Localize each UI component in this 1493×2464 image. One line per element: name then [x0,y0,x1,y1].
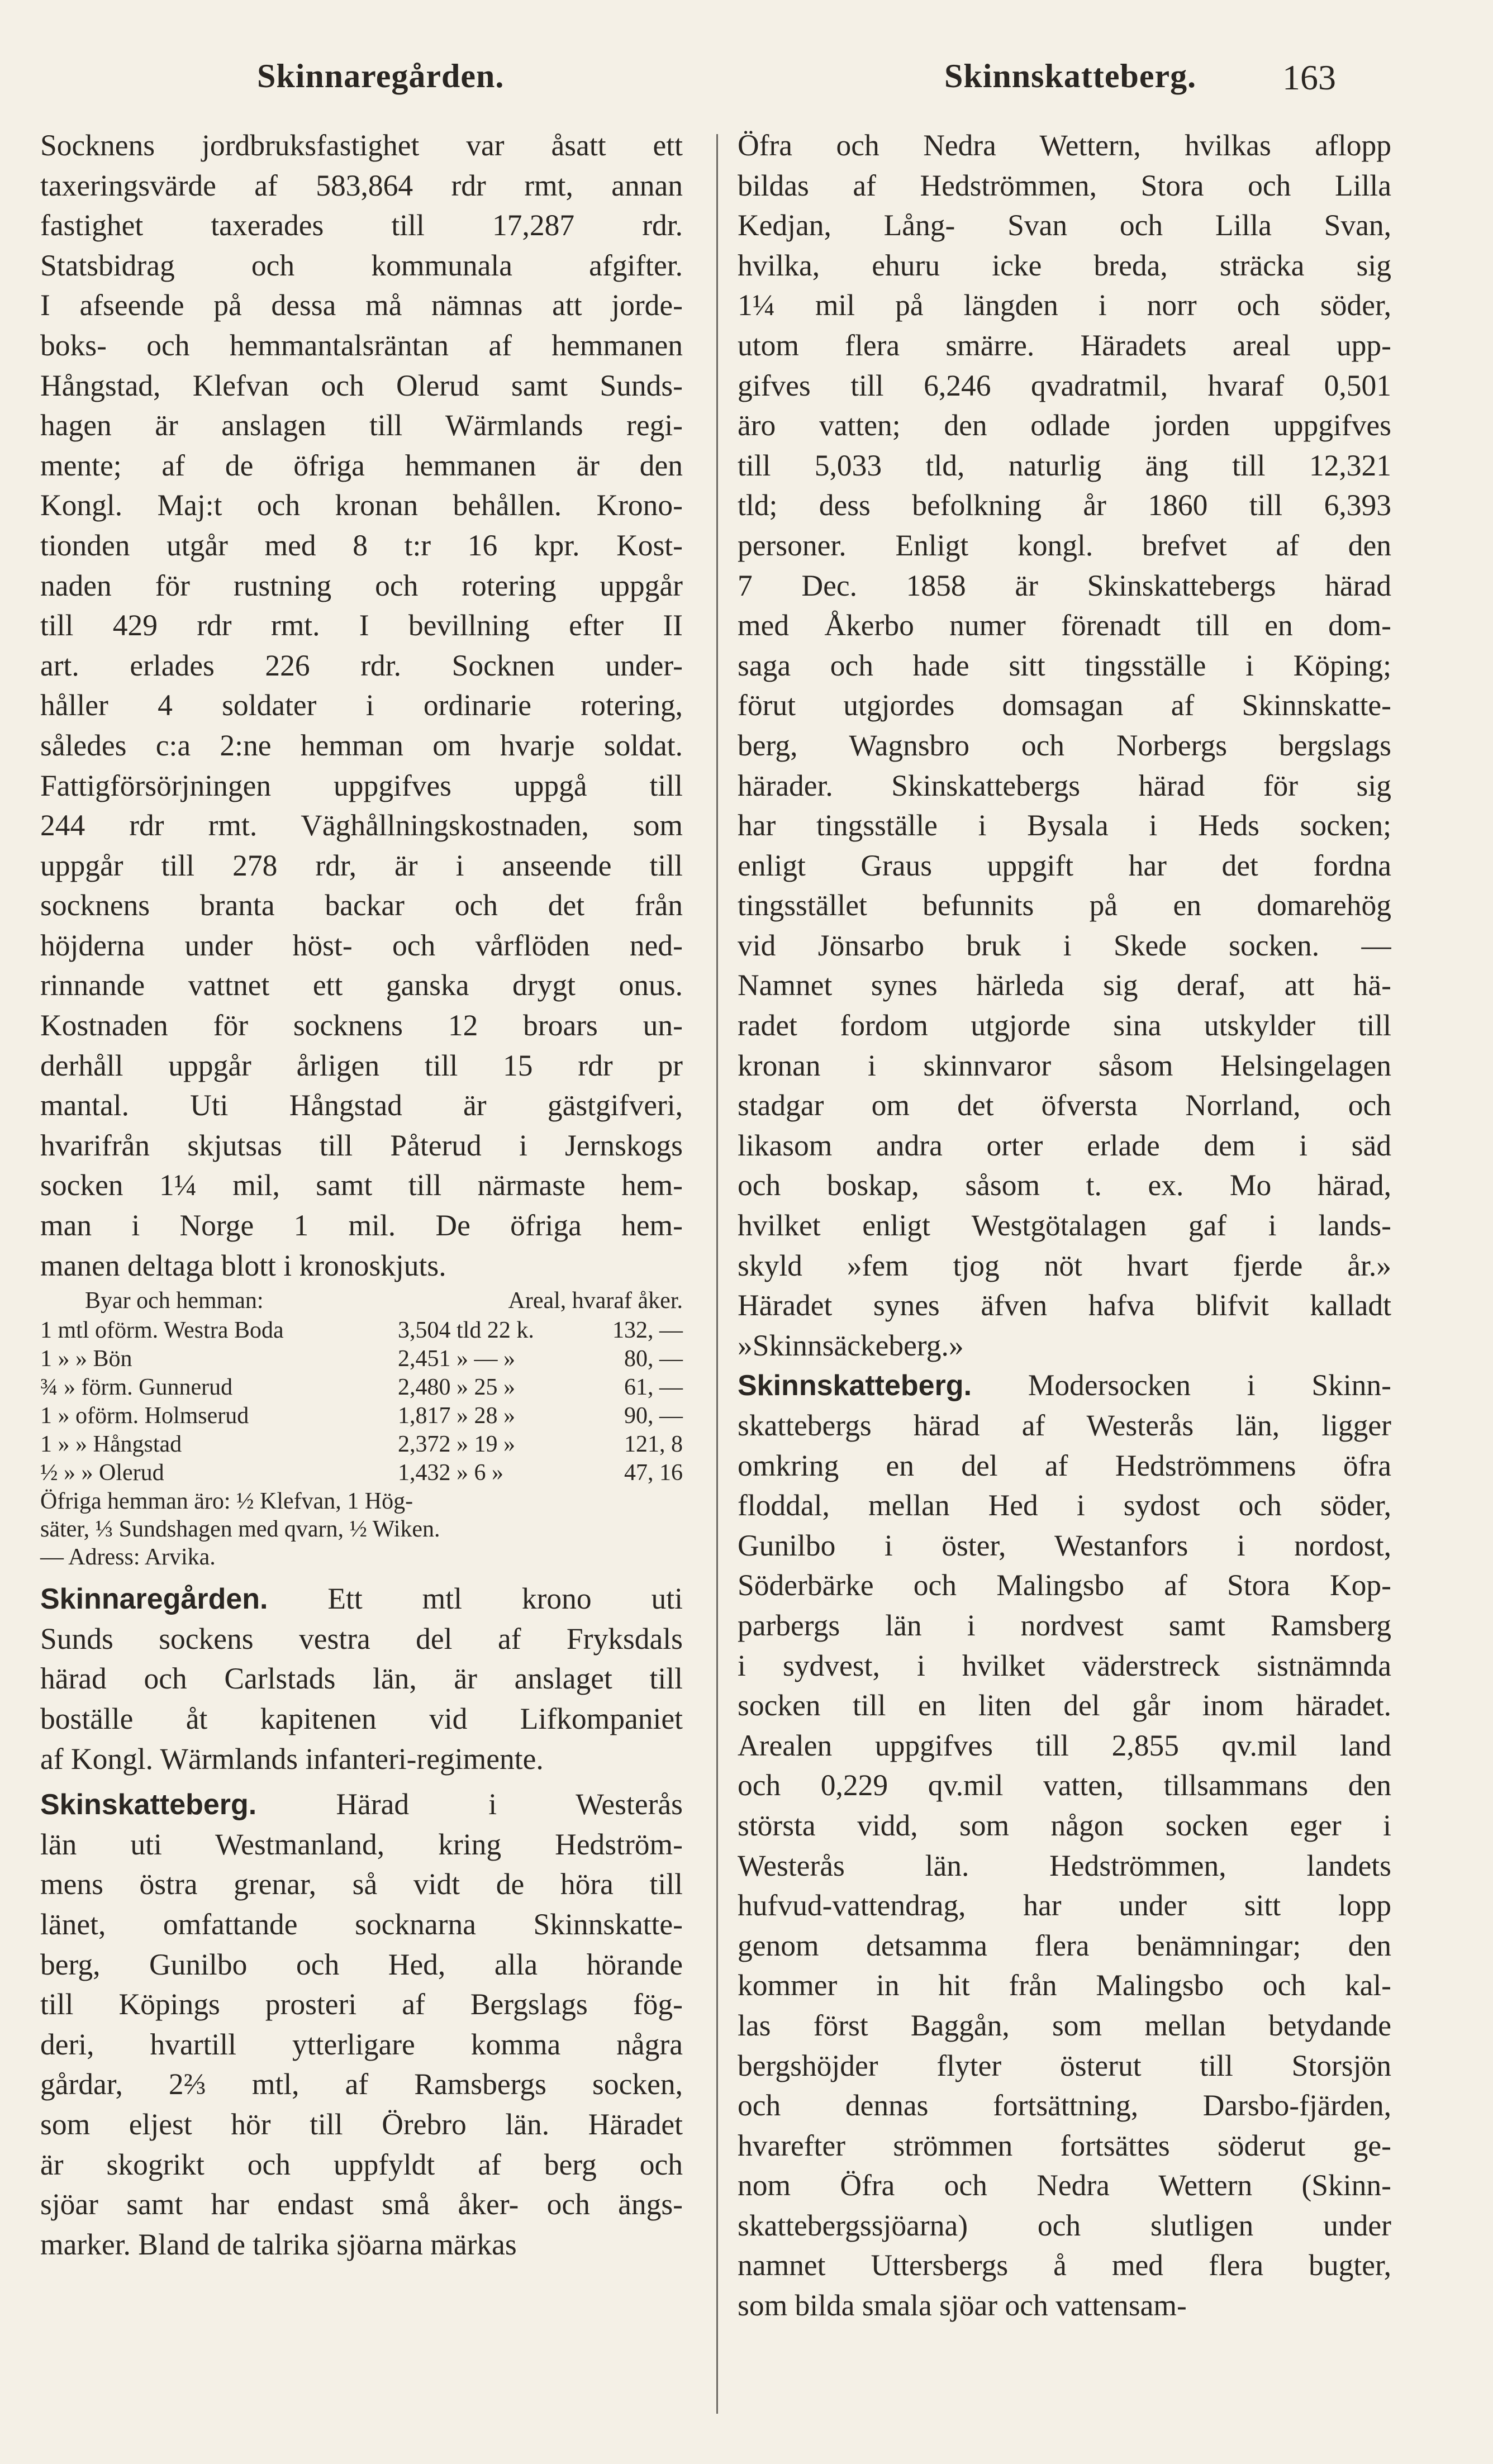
text-line: tld; dess befolkning år 1860 till 6,393 [738,488,1391,522]
text-line: vid Jönsarbo bruk i Skede socken. — [738,928,1391,962]
text-line: härad och Carlstads län, är anslaget till [40,1662,683,1696]
text-line: gifves till 6,246 qvadratmil, hvaraf 0,501 [738,368,1391,402]
text-line: boks- och hemmantalsräntan af hemmanen [40,328,683,362]
table-cell-c1: ½ » » Olerud [40,1460,164,1486]
text-line: som bilda smala sjöar och vattensam- [738,2289,1187,2323]
text-line: rinnande vattnet ett ganska drygt onus. [40,968,683,1002]
text-line: manen deltaga blott i kronoskjuts. [40,1248,446,1282]
text-line: till 5,033 tld, naturlig äng till 12,321 [738,448,1391,482]
table-cell-c1: ¾ » förm. Gunnerud [40,1374,233,1401]
text-line: likasom andra orter erlade dem i säd [738,1128,1391,1162]
farm-table [40,1316,683,1487]
entry-text: Härad i Westerås [336,1787,683,1821]
text-line: län uti Westmanland, kring Hedström- [40,1827,683,1861]
text-line: nom Öfra och Nedra Wettern (Skinn- [738,2168,1391,2203]
table-cell-c3: 61, — [624,1374,683,1401]
text-line: Sunds sockens vestra del af Fryksdals [40,1621,683,1656]
table-cell-c1: 1 mtl oförm. Westra Boda [40,1317,284,1344]
text-line: mente; af de öfriga hemmanen är den [40,448,683,482]
text-line: äro vatten; den odlade jorden uppgifves [738,408,1391,443]
text-line: håller 4 soldater i ordinarie rotering, [40,688,683,722]
text-line: och boskap, såsom t. ex. Mo härad, [738,1168,1391,1202]
text-line: 7 Dec. 1858 är Skinskattebergs härad [738,568,1391,602]
text-line: Söderbärke och Malingsbo af Stora Kop- [738,1568,1391,1602]
text-line: Öfra och Nedra Wettern, hvilkas aflopp [738,129,1391,162]
text-line: höjderna under höst- och vårflöden ned- [40,928,683,962]
text-line: med Åkerbo numer förenadt till en dom- [738,608,1391,643]
entry-skinnskatteberg [738,1366,1391,2325]
text-line: deri, hvartill ytterligare komma några [40,2027,683,2061]
table-head-right: Areal, hvaraf åker. [508,1288,683,1314]
text-line: hvilka, ehuru icke breda, sträcka sig [738,248,1391,282]
text-line: Hångstad, Klefvan och Olerud samt Sunds- [40,368,683,402]
text-line: hvarefter strömmen fortsättes söderut ge- [738,2128,1391,2162]
running-head-left: Skinnaregården. [257,58,505,94]
text-line: berg, Wagnsbro och Norbergs bergslags [738,728,1391,762]
text-line: Fattigförsörjningen uppgifves uppgå till [40,768,683,802]
text-line: som eljest hör till Örebro län. Häradet [40,2107,683,2141]
text-line: har tingsställe i Bysala i Heds socken; [738,808,1391,843]
table-cell-c2: 2,451 » — » [398,1346,515,1372]
entry-text: Ett mtl krono uti [327,1582,683,1616]
text-line: berg, Gunilbo och Hed, alla hörande [40,1947,683,1981]
table-cell-c1: 1 » » Bön [40,1346,132,1372]
table-cell-c2: 1,432 » 6 » [398,1460,503,1486]
text-line: floddal, mellan Hed i sydost och söder, [738,1488,1391,1523]
entry-title: Skinnskatteberg. [738,1369,972,1402]
text-line: 244 rdr rmt. Väghållningskostnaden, som [40,808,683,843]
table-foot-line: — Adress: Arvika. [40,1544,216,1571]
text-line: Statsbidrag och kommunala afgifter. [40,248,683,282]
table-head-left: Byar och hemman: [85,1288,264,1314]
page-number: 163 [1282,58,1336,97]
table-row [40,1402,683,1430]
text-line: skyld »fem tjog nöt hvart fjerde år.» [738,1248,1391,1282]
text-line: Häradet synes äfven hafva blifvit kalladt [738,1288,1391,1323]
text-line: således c:a 2:ne hemman om hvarje soldat. [40,728,683,762]
text-line: Kedjan, Lång- Svan och Lilla Svan, [738,208,1391,242]
text-line: fastighet taxerades till 17,287 rdr. [40,208,683,242]
text-line: hvilket enligt Westgötalagen gaf i lands- [738,1209,1391,1243]
running-head-right: Skinnskatteberg. [944,58,1197,94]
table-cell-c3: 90, — [624,1403,683,1429]
text-line: stadgar om det öfversta Norrland, och [738,1088,1391,1122]
table-foot-line: Öfriga hemman äro: ½ Klefvan, 1 Hög- [40,1488,413,1515]
text-line: och dennas fortsättning, Darsbo-fjärden, [738,2089,1391,2123]
table-row [40,1430,683,1459]
text-line: man i Norge 1 mil. De öfriga hem- [40,1209,683,1243]
text-line: Gunilbo i öster, Westanfors i nordost, [738,1528,1391,1562]
text-line: 1¼ mil på längden i norr och söder, [738,288,1391,322]
text-line: socknens branta backar och det från [40,888,683,922]
entry-first-line [738,1366,1391,1406]
left-paragraph-1 [40,126,683,1286]
right-paragraph-1 [738,126,1391,1366]
text-line: kronan i skinnvaror såsom Helsingelagen [738,1048,1391,1082]
text-line: genom detsamma flera benämningar; den [738,1928,1391,1962]
table-cell-c2: 2,372 » 19 » [398,1431,515,1458]
text-line: största vidd, som någon socken eger i [738,1808,1391,1842]
text-line: till 429 rdr rmt. I bevillning efter II [40,608,683,643]
text-line: länet, omfattande socknarna Skinnskatte- [40,1907,683,1941]
table-cell-c1: 1 » » Hångstad [40,1431,182,1458]
table-cell-c3: 80, — [624,1346,683,1372]
text-line: Arealen uppgifves till 2,855 qv.mil land [738,1728,1391,1762]
text-line: saga och hade sitt tingsställe i Köping; [738,648,1391,682]
table-row [40,1373,683,1402]
text-line: förut utgjordes domsagan af Skinnskatte- [738,688,1391,722]
text-line: är skogrikt och uppfyldt af berg och [40,2147,683,2181]
text-line: Namnet synes härleda sig deraf, att hä- [738,968,1391,1002]
text-line: omkring en del af Hedströmmens öfra [738,1448,1391,1482]
table-foot-line: säter, ⅓ Sundshagen med qvarn, ½ Wiken. [40,1516,440,1543]
table-header [40,1286,683,1316]
text-line: sjöar samt har endast små åker- och ängs- [40,2187,683,2222]
text-line: mantal. Uti Hångstad är gästgifveri, [40,1088,683,1122]
text-line: härader. Skinskattebergs härad för sig [738,768,1391,802]
table-cell-c3: 132, — [612,1317,683,1344]
text-line: namnet Uttersbergs å med flera bugter, [738,2248,1391,2282]
text-line: I afseende på dessa må nämnas att jorde- [40,288,683,322]
text-line: parbergs län i nordvest samt Ramsberg [738,1608,1391,1642]
entry-skinskatteberg [40,1785,683,2265]
text-line: art. erlades 226 rdr. Socknen under- [40,648,683,682]
text-line: bergshöjder flyter österut till Storsjön [738,2048,1391,2082]
running-head [0,51,1493,102]
text-line: tionden utgår med 8 t:r 16 kpr. Kost- [40,528,683,562]
text-line: till Köpings prosteri af Bergslags fög- [40,1987,683,2021]
text-line: naden för rustning och rotering uppgår [40,568,683,602]
text-line: socken till en liten del går inom häradet. [738,1688,1391,1723]
text-line: Socknens jordbruksfastighet var åsatt ett [40,129,683,162]
text-line: gårdar, 2⅔ mtl, af Ramsbergs socken, [40,2067,683,2101]
table-cell-c3: 47, 16 [624,1460,683,1486]
table-row [40,1316,683,1345]
table-cell-c2: 1,817 » 28 » [398,1403,515,1429]
text-line: mens östra grenar, så vidt de höra till [40,1867,683,1901]
text-line: skattebergs härad af Westerås län, ligger [738,1409,1391,1442]
text-line: uppgår till 278 rdr, är i anseende till [40,848,683,882]
table-row [40,1345,683,1373]
text-line: taxeringsvärde af 583,864 rdr rmt, annan [40,168,683,202]
text-line: hagen är anslagen till Wärmlands regi- [40,408,683,443]
text-line: Westerås län. Hedströmmen, landets [738,1848,1391,1882]
text-line: bildas af Hedströmmen, Stora och Lilla [738,168,1391,202]
text-line: »Skinnsäckeberg.» [738,1328,964,1362]
entry-text: Modersocken i Skinn- [1028,1368,1391,1402]
right-column [738,126,1391,2326]
text-line: Kongl. Maj:t och kronan behållen. Krono- [40,488,683,522]
column-divider [716,134,718,2414]
entry-title: Skinskatteberg. [40,1788,257,1821]
text-line: hufvud-vattendrag, har under sitt lopp [738,1889,1391,1923]
text-line: enligt Graus uppgift har det fordna [738,848,1391,882]
text-line: marker. Bland de talrika sjöarna märkas [40,2227,517,2261]
entry-first-line [40,1579,683,1619]
text-line: utom flera smärre. Häradets areal upp- [738,328,1391,362]
table-cell-c2: 3,504 tld 22 k. [398,1317,534,1344]
left-column [40,126,683,2265]
text-line: tingsstället befunnits på en domarehög [738,888,1391,922]
text-line: Kostnaden för socknens 12 broars un- [40,1009,683,1043]
text-line: personer. Enligt kongl. brefvet af den [738,528,1391,562]
entry-first-line [40,1785,683,1825]
text-line: radet fordom utgjorde sina utskylder till [738,1009,1391,1043]
text-line: derhåll uppgår årligen till 15 rdr pr [40,1048,683,1082]
entry-title: Skinnaregården. [40,1583,268,1616]
table-row [40,1459,683,1487]
text-line: i sydvest, i hvilket väderstreck sistnämnda [738,1648,1391,1682]
table-cell-c3: 121, 8 [624,1431,683,1458]
text-line: hvarifrån skjutsas till Påterud i Jernskogs [40,1128,683,1162]
text-line: skattebergssjöarna) och slutligen under [738,2208,1391,2242]
text-line: kommer in hit från Malingsbo och kal- [738,1968,1391,2002]
text-line: las först Baggån, som mellan betydande [738,2008,1391,2042]
text-line: socken 1¼ mil, samt till närmaste hem- [40,1168,683,1202]
text-line: och 0,229 qv.mil vatten, tillsammans den [738,1768,1391,1802]
table-cell-c2: 2,480 » 25 » [398,1374,515,1401]
entry-skinnaregarden [40,1579,683,1779]
text-line: boställe åt kapitenen vid Lifkompaniet [40,1702,683,1735]
table-footnote [40,1487,683,1571]
text-line: af Kongl. Wärmlands infanteri-regimente. [40,1742,544,1776]
table-cell-c1: 1 » oförm. Holmserud [40,1403,249,1429]
